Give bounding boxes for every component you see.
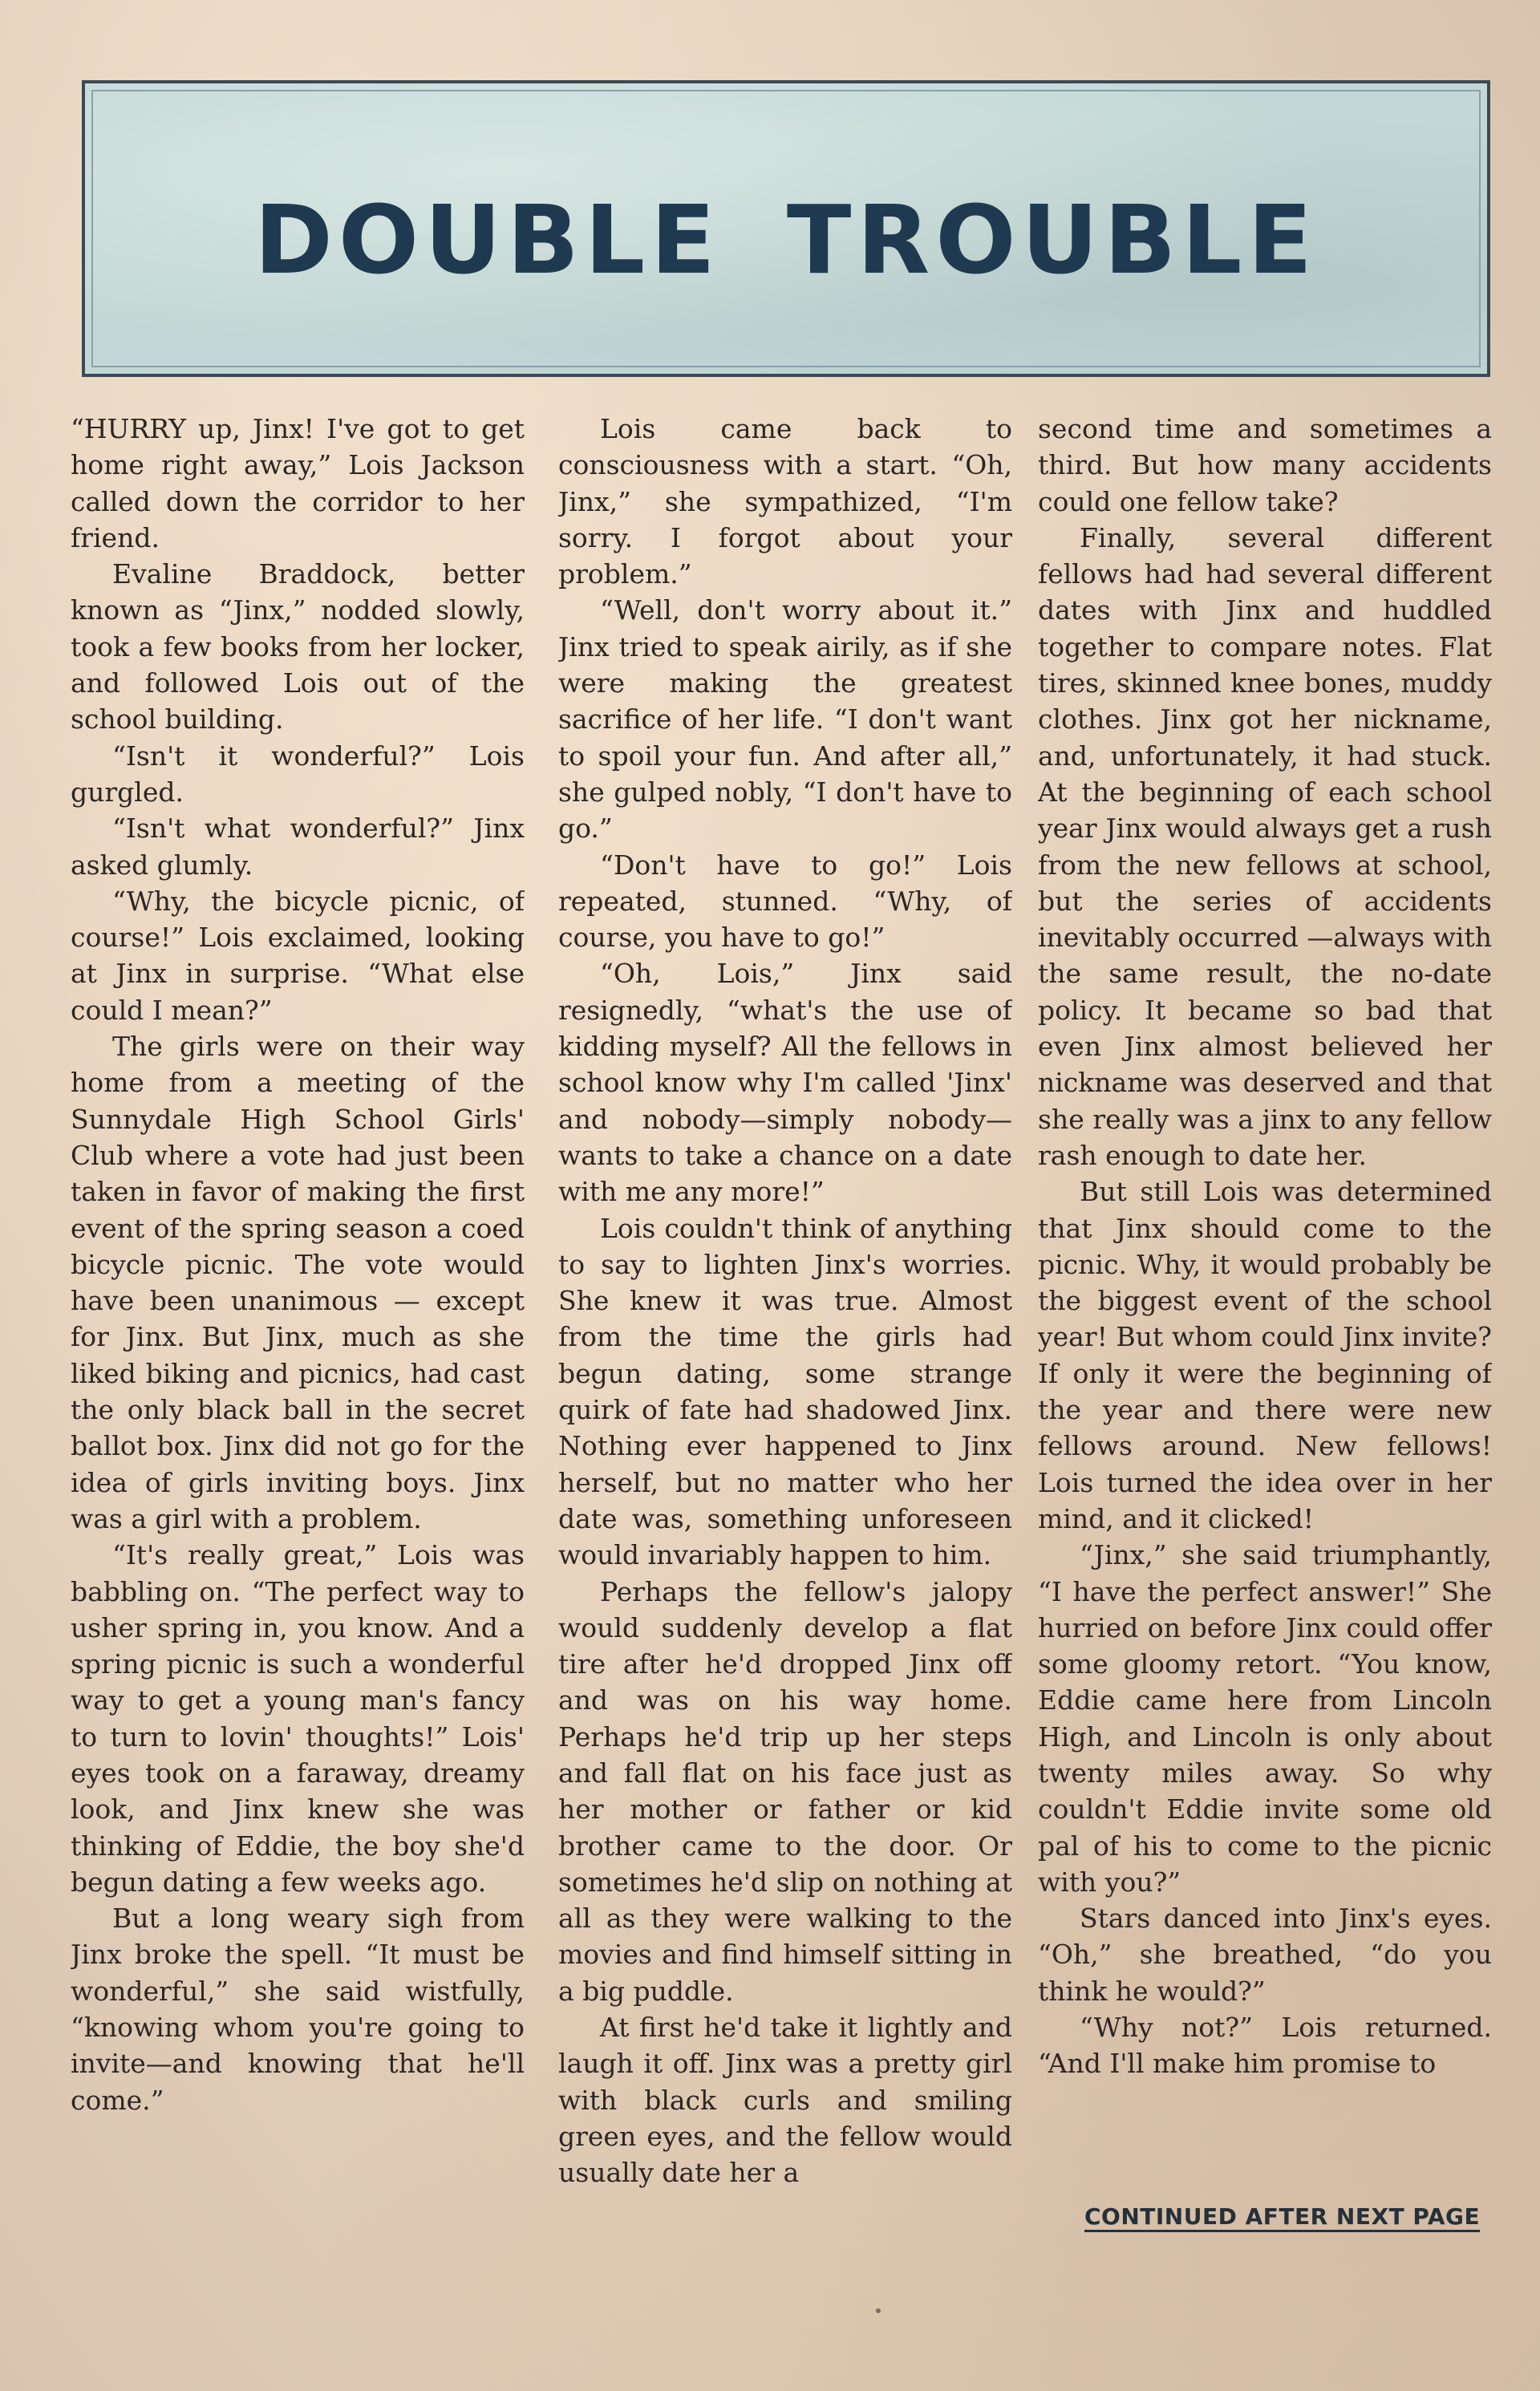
title-panel <box>82 80 1490 377</box>
paragraph: Perhaps the fellow's jalopy would suddenly develop a flat tire after he'd dropped Jinx off and was on his way home. Perhaps he'd trip up her steps and fall flat on his face just as her mother or father or kid brother came to the door. Or sometimes he'd slip on nothing at all as they were walking to the movies and find himself sitting in a big puddle. <box>558 1575 1012 2007</box>
continued-notice: CONTINUED AFTER NEXT PAGE <box>1084 2203 1480 2232</box>
paragraph: Evaline Braddock, better known as “Jinx,” nodded slowly, took a few books from her locker, and followed Lois out of the school building. <box>71 558 525 736</box>
text-column-2 <box>558 411 1012 2255</box>
opening-paragraph: “HURRY up, Jinx! I've got to get home right away,” Lois Jackson called down the corridor to her friend. <box>71 413 525 553</box>
paragraph: “Isn't it wonderful?” Lois gurgled. <box>71 740 525 808</box>
paragraph: But a long weary sigh from Jinx broke the spell. “It must be wonderful,” she said wistfully, “knowing whom you're going to invite—and knowing that he'll come.” <box>71 1903 525 2116</box>
page-mark <box>876 2308 881 2313</box>
paragraph: “Jinx,” she said triumphantly, “I have the perfect answer!” She hurried on before Jinx could offer some gloomy retort. “You know, Eddie came here from Lincoln High, and Lincoln is only about twenty miles away. So why couldn't Eddie invite some old pal of his to come to the picnic with you?” <box>1038 1539 1492 1898</box>
paragraph: “Isn't what wonderful?” Jinx asked glumly. <box>71 813 525 881</box>
paragraph: “Why, the bicycle picnic, of course!” Lois exclaimed, looking at Jinx in surprise. “What else could I mean?” <box>71 885 525 1026</box>
paragraph: Lois couldn't think of anything to say to lighten Jinx's worries. She knew it was true. Almost from the time the girls had begun dating, some strange quirk of fate had shadowed Jinx. Nothing ever happened to Jinx herself, but no matter who her date was, something unforeseen would invariably happen to him. <box>558 1212 1012 1571</box>
text-column-1 <box>71 411 525 2255</box>
paragraph: Stars danced into Jinx's eyes. “Oh,” she breathed, “do you think he would?” <box>1038 1903 1492 2007</box>
paragraph: “Oh, Lois,” Jinx said resignedly, “what's the use of kidding myself? All the fellows in school know why I'm called 'Jinx' and nobody—simply nobody—wants to take a chance on a date with me any more!” <box>558 958 1012 1208</box>
paragraph: But still Lois was determined that Jinx should come to the picnic. Why, it would probably be the biggest event of the school year! But whom could Jinx invite? If only it were the beginning of the year and there were new fellows around. New fellows! Lois turned the idea over in her mind, and it clicked! <box>1038 1176 1492 1534</box>
paragraph: “Don't have to go!” Lois repeated, stunned. “Why, of course, you have to go!” <box>558 849 1012 954</box>
paragraph: The girls were on their way home from a meeting of the Sunnydale High School Girls' Club where a vote had just been taken in favor of making the first event of the spring season a coed bicycle picnic. The vote would have been unanimous — except for Jinx. But Jinx, much as she liked biking and picnics, had cast the only black ball in the secret ballot box. Jinx did not go for the idea of girls inviting boys. Jinx was a girl with a problem. <box>71 1031 525 1534</box>
text-columns <box>66 411 1502 2255</box>
paragraph: Finally, several different fellows had had several different dates with Jinx and huddled together to compare notes. Flat tires, skinned knee bones, muddy clothes. Jinx got her nickname, and, unfortunately, it had stuck. At the beginning of each school year Jinx would always get a rush from the new fellows at school, but the series of accidents inevitably occurred —always with the same result, the no-date policy. It became so bad that even Jinx almost believed her nickname was deserved and that she really was a jinx to any fellow rash enough to date her. <box>1038 521 1492 1171</box>
paragraph: second time and sometimes a third. But how many accidents could one fellow take? <box>1038 413 1492 517</box>
paragraph: At first he'd take it lightly and laugh it off. Jinx was a pretty girl with black curls and smiling green eyes, and the fellow would usually date her a <box>558 2012 1012 2189</box>
paragraph: “Why not?” Lois returned. “And I'll make him promise to <box>1038 2012 1492 2080</box>
paragraph: “Well, don't worry about it.” Jinx tried to speak airily, as if she were making the greatest sacrifice of her life. “I don't want to spoil your fun. And after all,” she gulped nobly, “I don't have to go.” <box>558 594 1012 845</box>
paragraph: Lois came back to consciousness with a start. “Oh, Jinx,” she sympathized, “I'm sorry. I forgot about your problem.” <box>558 413 1012 590</box>
paragraph: “It's really great,” Lois was babbling on. “The perfect way to usher spring in, you know. And a spring picnic is such a wonderful way to get a young man's fancy to turn to lovin' thoughts!” Lois' eyes took on a faraway, dreamy look, and Jinx knew she was thinking of Eddie, the boy she'd begun dating a few weeks ago. <box>71 1539 525 1898</box>
story-title: DOUBLE TROUBLE <box>253 184 1319 295</box>
text-column-3 <box>1038 411 1492 2255</box>
